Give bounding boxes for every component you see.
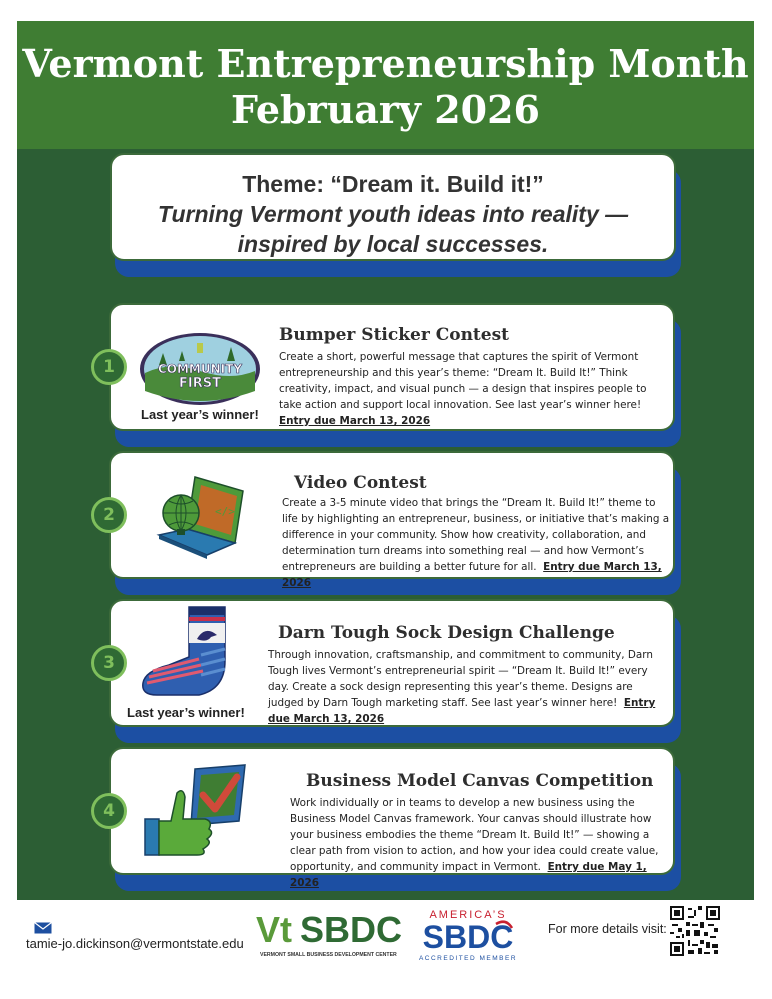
- contest-title-3: Darn Tough Sock Design Challenge: [278, 623, 615, 643]
- sticker-text-community: COMMUNITY: [157, 362, 243, 376]
- bumper-sticker-image: [139, 331, 261, 407]
- contact-email-link[interactable]: tamie-jo.dickinson@vermontstate.edu: [26, 936, 244, 951]
- contest-body-4: [290, 795, 672, 891]
- vtsbdc-logo-vt: Vt: [256, 909, 292, 950]
- sock-cuff-stripe: [189, 617, 225, 621]
- sock-image: [139, 605, 239, 705]
- contest-desc-3: Through innovation, craftsmanship, and commitment to community, Darn Tough lives Vermont’s entrepreneurial spirit — “Dream It. Build It!” every day. Create a sock design representing this year’s theme. Designs are judged by Darn Tough marketing staff. See last year’s winner here!: [268, 649, 653, 709]
- winner-label-3: Last year’s winner!: [127, 705, 245, 720]
- page-title: [17, 41, 754, 133]
- theme-line-3: inspired by local successes.: [237, 231, 549, 257]
- qr-code[interactable]: [670, 906, 720, 956]
- vtsbdc-tagline: VERMONT SMALL BUSINESS DEVELOPMENT CENTER: [260, 952, 397, 958]
- contest-body-3: [268, 647, 666, 727]
- contest-desc-1: Create a short, powerful message that captures the spirit of Vermont entrepreneurship and this year’s theme: “Dream It. Build It!” Think creativity, impact, and visual punch — a design that inspires people to take action and support local innovation. See last year’s winner here!: [279, 351, 647, 411]
- americas-text: AMERICA’S: [429, 909, 507, 921]
- contest-title-4: Business Model Canvas Competition: [306, 771, 654, 791]
- more-details-label: For more details visit:: [548, 922, 667, 936]
- step-number-2: 2: [91, 497, 127, 533]
- theme-line-1: Theme: “Dream it. Build it!”: [242, 171, 544, 197]
- code-symbol: </>: [215, 505, 235, 518]
- americas-sbdc-text: SBDC: [422, 919, 514, 955]
- step-number-1: 1: [91, 349, 127, 385]
- vtsbdc-logo-sbdc: SBDC: [300, 909, 403, 950]
- laptop-globe-icon: [151, 469, 251, 565]
- contest-card-sock-design: [109, 599, 675, 727]
- contest-desc-4: Work individually or in teams to develop a new business using the Business Model Canvas framework. Your canvas should illustrate how your business embodies the theme “Dream It. Build It!” — showing a clear path from vision to action, and how your idea could create value, opportunity, and community impact in Vermont.: [290, 797, 659, 873]
- vtsbdc-logo: [256, 904, 404, 960]
- contest-body-1: [279, 349, 663, 429]
- thumbs-up-checkmark-icon: [141, 763, 247, 863]
- title-line-1: Vermont Entrepreneurship Month: [22, 41, 749, 86]
- contest-body-2: [282, 495, 670, 591]
- envelope-icon: [34, 922, 52, 934]
- entry-due-link-3[interactable]: Entry due March 13, 2026: [268, 697, 656, 725]
- step-number-3: 3: [91, 645, 127, 681]
- contest-card-video: [109, 451, 675, 589]
- title-line-2: February 2026: [230, 87, 540, 132]
- americas-sbdc-logo: [412, 904, 524, 964]
- entry-due-link-4[interactable]: Entry due May 1, 2026: [290, 861, 647, 889]
- sticker-hand-shape: [197, 343, 203, 353]
- globe-stand: [177, 529, 185, 535]
- theme-box: [110, 153, 676, 261]
- poster: [17, 21, 754, 900]
- entry-due-link-2[interactable]: Entry due March 13, 2026: [282, 561, 662, 589]
- theme-line-2: Turning Vermont youth ideas into reality —: [157, 201, 629, 227]
- contest-title-1: Bumper Sticker Contest: [279, 325, 510, 345]
- contest-card-bumper-sticker: [109, 303, 675, 431]
- contest-title-2: Video Contest: [294, 473, 427, 493]
- accredited-member-text: ACCREDITED MEMBER: [418, 955, 518, 962]
- winner-label-1: Last year’s winner!: [141, 407, 259, 422]
- step-number-4: 4: [91, 793, 127, 829]
- entry-due-link-1[interactable]: Entry due March 13, 2026: [279, 415, 431, 427]
- thumb-cuff: [145, 819, 159, 855]
- sock-cuff: [189, 607, 225, 615]
- sticker-text-first: FIRST: [179, 376, 221, 391]
- contest-card-business-canvas: [109, 747, 675, 889]
- contest-desc-2: Create a 3-5 minute video that brings the “Dream It. Build It!” theme to life by highlighting an entrepreneur, business, or initiative that’s making a difference in your community. Show how creativity, collaboration, and determination turn dreams into something real — and how Vermont’s entrepreneurs are building a better future for all.: [282, 497, 670, 573]
